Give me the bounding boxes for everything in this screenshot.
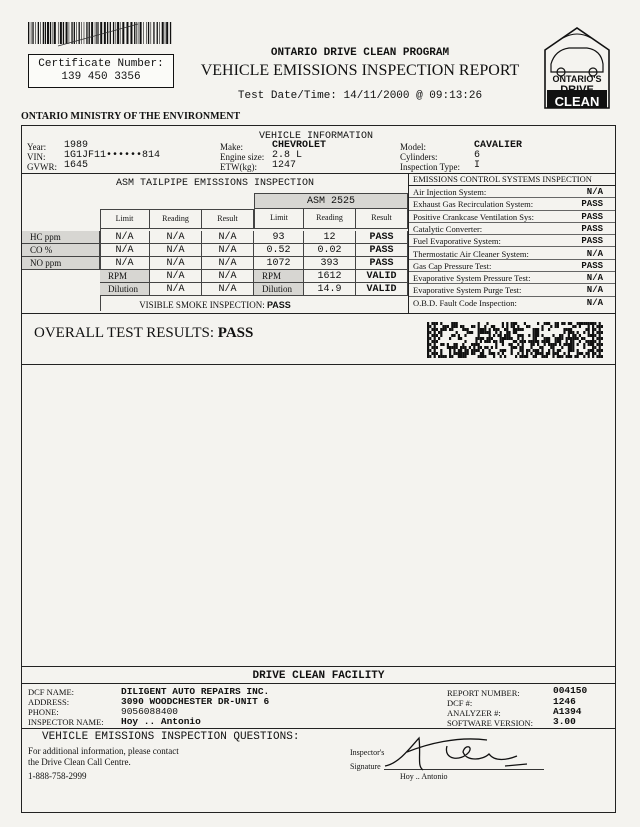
table-cell: PASS <box>356 244 408 257</box>
list-item: Gas Cap Pressure Test: PASS <box>409 260 615 272</box>
table-cell: VALID <box>356 283 408 296</box>
engine-value: 2.8 L <box>272 150 303 161</box>
table-cell: N/A <box>100 231 150 244</box>
row-label-rpm-2: RPM <box>254 270 304 283</box>
row-label-hc: HC ppm <box>22 231 100 244</box>
certificate-barcode <box>28 22 174 48</box>
ministry-heading: ONTARIO MINISTRY OF THE ENVIRONMENT <box>21 111 241 122</box>
list-item: Catalytic Converter: PASS <box>409 223 615 235</box>
list-item: Fuel Evaporative System: PASS <box>409 235 615 247</box>
table-cell: N/A <box>100 257 150 270</box>
make-value: CHEVROLET <box>272 140 327 151</box>
signature-label-2: Signature <box>350 762 381 771</box>
signature-label-1: Inspector's <box>350 748 385 757</box>
col-limit-1: Limit <box>100 209 150 229</box>
software-label: SOFTWARE VERSION: <box>447 718 534 728</box>
certificate-number: 139 450 3356 <box>61 71 141 83</box>
signature-name: Hoy .. Antonio <box>400 772 448 781</box>
table-cell: 393 <box>304 257 356 270</box>
col-reading-2: Reading <box>304 209 356 229</box>
smoke-label: VISIBLE SMOKE INSPECTION: <box>139 300 265 310</box>
logo-line2: DRIVE <box>560 84 594 96</box>
overall-value: PASS <box>217 325 254 341</box>
pdf417-barcode <box>427 322 603 358</box>
list-item: Positive Crankcase Ventilation Sys: PASS <box>409 211 615 223</box>
table-cell: N/A <box>100 244 150 257</box>
row-label-rpm: RPM <box>100 270 150 283</box>
col-result-1: Result <box>202 209 254 229</box>
insp-type-value: I <box>474 160 481 171</box>
list-item: Exhaust Gas Recirculation System: PASS <box>409 198 615 210</box>
year-label: Year: <box>27 142 47 152</box>
table-cell: N/A <box>202 270 254 283</box>
overall-label: OVERALL TEST RESULTS: <box>34 325 215 341</box>
phone-value: 9056088400 <box>121 706 179 717</box>
address-label: ADDRESS: <box>28 697 70 707</box>
asm2525-header: ASM 2525 <box>254 193 408 209</box>
inspector-signature <box>377 726 537 776</box>
list-item: O.B.D. Fault Code Inspection: N/A <box>413 297 603 308</box>
systems-title: EMISSIONS CONTROL SYSTEMS INSPECTION <box>413 174 592 184</box>
questions-title: VEHICLE EMISSIONS INSPECTION QUESTIONS: <box>42 731 300 743</box>
dcf-name-label: DCF NAME: <box>28 687 75 697</box>
model-value: CAVALIER <box>474 140 523 151</box>
drive-clean-logo <box>541 20 613 112</box>
table-cell: 14.9 <box>304 283 356 296</box>
vin-value: 1G1JF11••••••814 <box>64 150 161 161</box>
program-title: ONTARIO DRIVE CLEAN PROGRAM <box>270 47 450 59</box>
row-label-co: CO % <box>22 244 100 257</box>
logo-line1: ONTARIO'S <box>552 74 602 84</box>
questions-phone: 1-888-758-2999 <box>28 771 87 781</box>
asm-section <box>22 173 408 313</box>
year-value: 1989 <box>64 140 89 151</box>
etw-label: ETW(kg): <box>220 162 257 172</box>
analyzer-value: A1394 <box>553 706 582 717</box>
model-label: Model: <box>400 142 426 152</box>
table-cell: 12 <box>304 231 356 244</box>
table-cell: 0.02 <box>304 244 356 257</box>
gvwr-value: 1645 <box>64 160 89 171</box>
table-cell: N/A <box>150 244 202 257</box>
software-value: 3.00 <box>553 716 576 727</box>
table-cell: 93 <box>254 231 304 244</box>
report-value: 004150 <box>553 685 588 696</box>
row-label-dilution: Dilution <box>100 283 150 296</box>
cylinders-value: 6 <box>474 150 481 161</box>
vehicle-info-heading: VEHICLE INFORMATION <box>259 131 374 142</box>
report-label: REPORT NUMBER: <box>447 688 520 698</box>
insp-type-label: Inspection Type: <box>400 162 460 172</box>
table-cell: N/A <box>150 231 202 244</box>
address-value: 3090 WOODCHESTER DR-UNIT 6 <box>121 696 270 707</box>
list-item: Thermostatic Air Cleaner System: N/A <box>409 248 615 260</box>
table-cell: 0.52 <box>254 244 304 257</box>
table-cell: N/A <box>202 257 254 270</box>
dcf-no-value: 1246 <box>553 696 576 707</box>
questions-line1: For additional information, please contact <box>28 746 179 756</box>
table-cell: 1612 <box>304 270 356 283</box>
overall-results <box>34 325 253 342</box>
test-datetime: Test Date/Time: 14/11/2000 @ 09:13:26 <box>237 90 483 102</box>
list-item: Air Injection System: N/A <box>409 186 615 198</box>
report-frame <box>21 125 616 813</box>
inspector-label: INSPECTOR NAME: <box>28 717 104 727</box>
table-cell: PASS <box>356 231 408 244</box>
list-item: Evaporative System Purge Test: N/A <box>409 284 615 296</box>
questions-line2: the Drive Clean Call Centre. <box>28 757 131 767</box>
certificate-label: Certificate Number: <box>38 58 164 70</box>
report-title: VEHICLE EMISSIONS INSPECTION REPORT <box>200 62 520 79</box>
inspector-value: Hoy .. Antonio <box>121 716 201 727</box>
gvwr-label: GVWR: <box>27 162 57 172</box>
systems-section <box>409 173 615 313</box>
cylinders-label: Cylinders: <box>400 152 438 162</box>
table-cell: VALID <box>356 270 408 283</box>
engine-label: Engine size: <box>220 152 265 162</box>
table-cell: N/A <box>150 283 202 296</box>
table-cell: PASS <box>356 257 408 270</box>
certificate-box <box>28 54 174 88</box>
asm-title: ASM TAILPIPE EMISSIONS INSPECTION <box>115 178 315 189</box>
list-item: Evaporative System Pressure Test: N/A <box>409 272 615 284</box>
col-limit-2: Limit <box>254 209 304 229</box>
smoke-inspection <box>22 300 408 310</box>
col-result-2: Result <box>356 209 408 229</box>
etw-value: 1247 <box>272 160 297 171</box>
table-cell: N/A <box>150 270 202 283</box>
make-label: Make: <box>220 142 243 152</box>
table-cell: N/A <box>150 257 202 270</box>
logo-line3: CLEAN <box>554 94 600 109</box>
table-cell: N/A <box>202 244 254 257</box>
table-cell: 1072 <box>254 257 304 270</box>
smoke-value: PASS <box>266 300 291 310</box>
row-label-dilution-2: Dilution <box>254 283 304 296</box>
vin-label: VIN: <box>27 152 46 162</box>
dcf-no-label: DCF #: <box>447 698 473 708</box>
analyzer-label: ANALYZER #: <box>447 708 501 718</box>
row-label-no: NO ppm <box>22 257 100 270</box>
dcf-name-value: DILIGENT AUTO REPAIRS INC. <box>121 686 270 697</box>
table-cell: N/A <box>202 283 254 296</box>
col-reading-1: Reading <box>150 209 202 229</box>
phone-label: PHONE: <box>28 707 59 717</box>
facility-title: DRIVE CLEAN FACILITY <box>252 670 385 682</box>
table-cell: N/A <box>202 231 254 244</box>
